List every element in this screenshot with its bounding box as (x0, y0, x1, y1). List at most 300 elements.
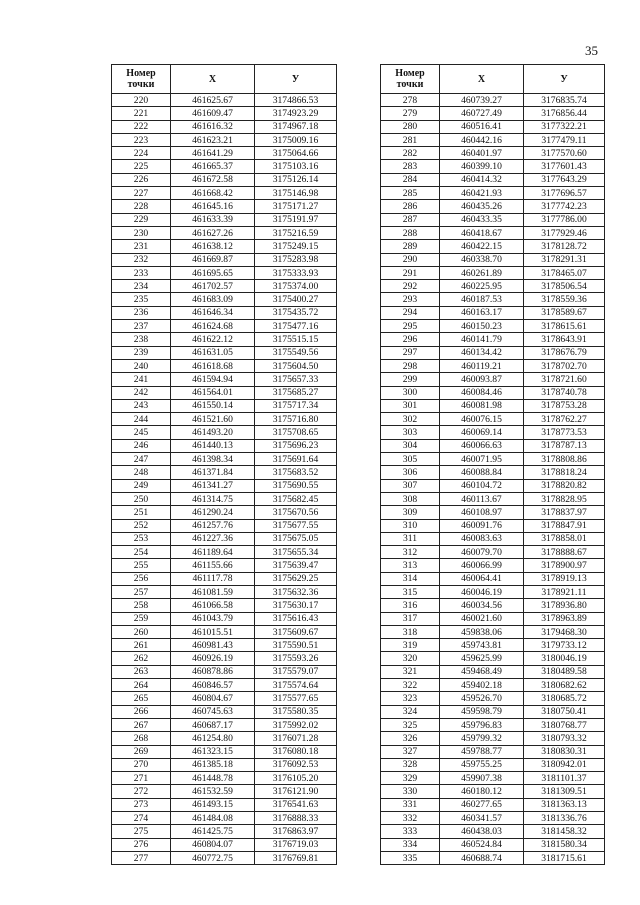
table-row (112, 625, 337, 638)
table-row (112, 293, 337, 306)
table-row (112, 612, 337, 625)
cell-x: 461484.08 (171, 812, 255, 825)
cell-point-number: 235 (112, 293, 171, 306)
cell-point-number: 315 (381, 585, 440, 598)
table-row (112, 359, 337, 372)
cell-y: 3176769.81 (255, 851, 337, 864)
cell-x: 460163.17 (440, 306, 524, 319)
cell-x: 460088.84 (440, 466, 524, 479)
cell-x: 461645.16 (171, 200, 255, 213)
cell-x: 459402.18 (440, 679, 524, 692)
cell-x: 461425.75 (171, 825, 255, 838)
table-row (112, 426, 337, 439)
cell-point-number: 256 (112, 572, 171, 585)
header-point-number: Номер точки (112, 65, 171, 94)
cell-point-number: 287 (381, 213, 440, 226)
header-x: X (171, 65, 255, 94)
cell-y: 3175216.59 (255, 226, 337, 239)
cell-point-number: 248 (112, 466, 171, 479)
cell-x: 460076.15 (440, 413, 524, 426)
cell-y: 3175191.97 (255, 213, 337, 226)
cell-y: 3175691.64 (255, 453, 337, 466)
cell-y: 3175549.56 (255, 346, 337, 359)
cell-y: 3175590.51 (255, 639, 337, 652)
table-row (381, 572, 605, 585)
cell-x: 461254.80 (171, 732, 255, 745)
cell-point-number: 271 (112, 772, 171, 785)
cell-x: 461398.34 (171, 453, 255, 466)
cell-y: 3175146.98 (255, 187, 337, 200)
cell-point-number: 335 (381, 851, 440, 864)
cell-x: 461683.09 (171, 293, 255, 306)
cell-point-number: 230 (112, 226, 171, 239)
cell-y: 3174967.18 (255, 120, 337, 133)
cell-x: 461665.37 (171, 160, 255, 173)
cell-y: 3178291.31 (524, 253, 605, 266)
table-row (381, 732, 605, 745)
cell-x: 461385.18 (171, 758, 255, 771)
table-row (381, 240, 605, 253)
table-row (381, 838, 605, 851)
cell-x: 461371.84 (171, 466, 255, 479)
cell-y: 3175374.00 (255, 280, 337, 293)
cell-x: 461641.29 (171, 147, 255, 160)
cell-point-number: 251 (112, 506, 171, 519)
cell-point-number: 257 (112, 585, 171, 598)
cell-y: 3175283.98 (255, 253, 337, 266)
cell-x: 460341.57 (440, 812, 524, 825)
cell-point-number: 254 (112, 546, 171, 559)
cell-x: 459468.49 (440, 665, 524, 678)
cell-x: 461672.58 (171, 173, 255, 186)
cell-x: 461550.14 (171, 399, 255, 412)
cell-point-number: 244 (112, 413, 171, 426)
cell-point-number: 270 (112, 758, 171, 771)
table-row (112, 825, 337, 838)
cell-y: 3175657.33 (255, 373, 337, 386)
table-row (112, 453, 337, 466)
cell-x: 461633.39 (171, 213, 255, 226)
cell-x: 460435.26 (440, 200, 524, 213)
cell-y: 3178828.95 (524, 492, 605, 505)
table-row (112, 692, 337, 705)
cell-point-number: 282 (381, 147, 440, 160)
cell-point-number: 277 (112, 851, 171, 864)
table-row (112, 226, 337, 239)
cell-y: 3175630.17 (255, 599, 337, 612)
cell-x: 460021.60 (440, 612, 524, 625)
cell-y: 3174866.53 (255, 94, 337, 107)
table-row (381, 333, 605, 346)
table-row (381, 120, 605, 133)
table-row (112, 479, 337, 492)
cell-point-number: 255 (112, 559, 171, 572)
cell-x: 460516.41 (440, 120, 524, 133)
cell-y: 3175103.16 (255, 160, 337, 173)
cell-x: 461341.27 (171, 479, 255, 492)
table-row (381, 492, 605, 505)
cell-x: 461081.59 (171, 585, 255, 598)
cell-point-number: 253 (112, 532, 171, 545)
cell-y: 3175171.27 (255, 200, 337, 213)
cell-x: 461521.60 (171, 413, 255, 426)
cell-point-number: 281 (381, 133, 440, 146)
cell-y: 3175333.93 (255, 266, 337, 279)
cell-y: 3176719.03 (255, 838, 337, 851)
cell-x: 460524.84 (440, 838, 524, 851)
table-row (381, 825, 605, 838)
table-row (381, 758, 605, 771)
cell-y: 3177570.60 (524, 147, 605, 160)
cell-x: 460421.93 (440, 187, 524, 200)
cell-y: 3175064.66 (255, 147, 337, 160)
cell-y: 3175515.15 (255, 333, 337, 346)
cell-point-number: 228 (112, 200, 171, 213)
cell-y: 3177643.29 (524, 173, 605, 186)
cell-x: 460739.27 (440, 94, 524, 107)
cell-point-number: 289 (381, 240, 440, 253)
cell-x: 461015.51 (171, 625, 255, 638)
cell-point-number: 239 (112, 346, 171, 359)
cell-point-number: 280 (381, 120, 440, 133)
cell-x: 460069.14 (440, 426, 524, 439)
table-row (381, 679, 605, 692)
cell-y: 3175696.23 (255, 439, 337, 452)
cell-y: 3175477.16 (255, 320, 337, 333)
cell-x: 460064.41 (440, 572, 524, 585)
cell-point-number: 223 (112, 133, 171, 146)
cell-point-number: 220 (112, 94, 171, 107)
cell-point-number: 284 (381, 173, 440, 186)
cell-point-number: 268 (112, 732, 171, 745)
cell-point-number: 240 (112, 359, 171, 372)
cell-point-number: 322 (381, 679, 440, 692)
cell-x: 460113.67 (440, 492, 524, 505)
cell-point-number: 229 (112, 213, 171, 226)
cell-x: 461625.67 (171, 94, 255, 107)
cell-y: 3178615.61 (524, 320, 605, 333)
cell-x: 461117.78 (171, 572, 255, 585)
cell-point-number: 314 (381, 572, 440, 585)
cell-x: 460066.63 (440, 439, 524, 452)
cell-point-number: 283 (381, 160, 440, 173)
cell-x: 460399.10 (440, 160, 524, 173)
cell-x: 460225.95 (440, 280, 524, 293)
cell-point-number: 221 (112, 107, 171, 120)
cell-point-number: 272 (112, 785, 171, 798)
cell-x: 461314.75 (171, 492, 255, 505)
table-row (381, 532, 605, 545)
cell-x: 460418.67 (440, 226, 524, 239)
cell-y: 3175580.35 (255, 705, 337, 718)
table-row (112, 413, 337, 426)
table-row (381, 359, 605, 372)
cell-point-number: 308 (381, 492, 440, 505)
cell-point-number: 332 (381, 812, 440, 825)
cell-x: 461668.42 (171, 187, 255, 200)
cell-point-number: 301 (381, 399, 440, 412)
cell-point-number: 288 (381, 226, 440, 239)
cell-point-number: 320 (381, 652, 440, 665)
cell-y: 3177601.43 (524, 160, 605, 173)
cell-point-number: 276 (112, 838, 171, 851)
table-row (381, 293, 605, 306)
cell-point-number: 310 (381, 519, 440, 532)
cell-y: 3181715.61 (524, 851, 605, 864)
cell-point-number: 278 (381, 94, 440, 107)
table-row (112, 333, 337, 346)
cell-y: 3175682.45 (255, 492, 337, 505)
cell-y: 3175609.67 (255, 625, 337, 638)
cell-point-number: 327 (381, 745, 440, 758)
table-row (381, 812, 605, 825)
table-row (381, 173, 605, 186)
cell-y: 3176080.18 (255, 745, 337, 758)
cell-y: 3180682.62 (524, 679, 605, 692)
cell-x: 460687.17 (171, 718, 255, 731)
table-row (381, 466, 605, 479)
table-row (112, 320, 337, 333)
cell-x: 460071.95 (440, 453, 524, 466)
table-row (381, 772, 605, 785)
cell-y: 3175685.27 (255, 386, 337, 399)
cell-x: 459796.83 (440, 718, 524, 731)
cell-point-number: 295 (381, 320, 440, 333)
cell-point-number: 323 (381, 692, 440, 705)
cell-y: 3177786.00 (524, 213, 605, 226)
header-x: X (440, 65, 524, 94)
cell-y: 3178787.13 (524, 439, 605, 452)
cell-y: 3178762.27 (524, 413, 605, 426)
table-row (381, 213, 605, 226)
cell-x: 460119.21 (440, 359, 524, 372)
table-row (112, 439, 337, 452)
cell-y: 3175683.52 (255, 466, 337, 479)
cell-point-number: 238 (112, 333, 171, 346)
table-row (381, 785, 605, 798)
cell-point-number: 247 (112, 453, 171, 466)
cell-point-number: 293 (381, 293, 440, 306)
cell-point-number: 265 (112, 692, 171, 705)
table-row (381, 705, 605, 718)
cell-y: 3178820.82 (524, 479, 605, 492)
cell-point-number: 299 (381, 373, 440, 386)
cell-y: 3179733.12 (524, 639, 605, 652)
cell-x: 460804.07 (171, 838, 255, 851)
cell-point-number: 285 (381, 187, 440, 200)
cell-y: 3178721.60 (524, 373, 605, 386)
cell-x: 460261.89 (440, 266, 524, 279)
table-row (381, 612, 605, 625)
cell-y: 3178506.54 (524, 280, 605, 293)
table-row (381, 133, 605, 146)
cell-x: 460846.57 (171, 679, 255, 692)
cell-y: 3181580.34 (524, 838, 605, 851)
cell-point-number: 318 (381, 625, 440, 638)
cell-x: 460084.46 (440, 386, 524, 399)
cell-x: 460091.76 (440, 519, 524, 532)
cell-y: 3178676.79 (524, 346, 605, 359)
cell-y: 3175009.16 (255, 133, 337, 146)
table-row (112, 772, 337, 785)
cell-point-number: 231 (112, 240, 171, 253)
cell-y: 3178847.91 (524, 519, 605, 532)
cell-y: 3176856.44 (524, 107, 605, 120)
table-row (112, 585, 337, 598)
header-y: У (255, 65, 337, 94)
cell-point-number: 329 (381, 772, 440, 785)
cell-x: 459625.99 (440, 652, 524, 665)
table-row (112, 639, 337, 652)
cell-y: 3177696.57 (524, 187, 605, 200)
table-row (381, 426, 605, 439)
cell-x: 460150.23 (440, 320, 524, 333)
cell-y: 3176888.33 (255, 812, 337, 825)
cell-point-number: 306 (381, 466, 440, 479)
cell-y: 3176071.28 (255, 732, 337, 745)
cell-x: 460066.99 (440, 559, 524, 572)
cell-x: 460141.79 (440, 333, 524, 346)
table-row (381, 599, 605, 612)
table-row (112, 373, 337, 386)
cell-x: 459743.81 (440, 639, 524, 652)
cell-y: 3175629.25 (255, 572, 337, 585)
cell-y: 3179468.30 (524, 625, 605, 638)
cell-x: 459838.06 (440, 625, 524, 638)
cell-x: 461646.34 (171, 306, 255, 319)
cell-x: 461532.59 (171, 785, 255, 798)
table-row (112, 120, 337, 133)
cell-x: 460277.65 (440, 798, 524, 811)
cell-y: 3181309.51 (524, 785, 605, 798)
table-row (112, 346, 337, 359)
cell-y: 3178589.67 (524, 306, 605, 319)
table-row (381, 625, 605, 638)
cell-x: 460104.72 (440, 479, 524, 492)
cell-x: 460414.32 (440, 173, 524, 186)
table-row (381, 559, 605, 572)
table-row (112, 94, 337, 107)
cell-x: 460878.86 (171, 665, 255, 678)
cell-x: 460083.63 (440, 532, 524, 545)
table-row (112, 572, 337, 585)
cell-x: 460727.49 (440, 107, 524, 120)
header-y: У (524, 65, 605, 94)
cell-point-number: 307 (381, 479, 440, 492)
cell-x: 459598.79 (440, 705, 524, 718)
cell-y: 3180685.72 (524, 692, 605, 705)
table-row (112, 133, 337, 146)
cell-y: 3180046.19 (524, 652, 605, 665)
page-number: 35 (585, 43, 598, 58)
cell-x: 459526.70 (440, 692, 524, 705)
cell-y: 3175126.14 (255, 173, 337, 186)
table-header-row (112, 65, 337, 94)
table-row (381, 453, 605, 466)
cell-point-number: 325 (381, 718, 440, 731)
table-row (112, 200, 337, 213)
cell-point-number: 260 (112, 625, 171, 638)
table-row (381, 147, 605, 160)
table-row (381, 399, 605, 412)
table-row (381, 226, 605, 239)
cell-point-number: 297 (381, 346, 440, 359)
cell-y: 3178128.72 (524, 240, 605, 253)
cell-point-number: 333 (381, 825, 440, 838)
table-row (112, 399, 337, 412)
cell-y: 3175593.26 (255, 652, 337, 665)
table-row (381, 439, 605, 452)
table-row (112, 519, 337, 532)
cell-point-number: 246 (112, 439, 171, 452)
cell-point-number: 274 (112, 812, 171, 825)
cell-x: 461043.79 (171, 612, 255, 625)
cell-x: 461623.21 (171, 133, 255, 146)
cell-y: 3181458.32 (524, 825, 605, 838)
cell-x: 461155.66 (171, 559, 255, 572)
cell-y: 3181363.13 (524, 798, 605, 811)
cell-x: 460926.19 (171, 652, 255, 665)
table-row (112, 240, 337, 253)
coordinates-table-left (111, 64, 337, 865)
cell-x: 461638.12 (171, 240, 255, 253)
cell-x: 460422.15 (440, 240, 524, 253)
table-row (112, 599, 337, 612)
cell-x: 461594.94 (171, 373, 255, 386)
cell-x: 460433.35 (440, 213, 524, 226)
table-row (112, 798, 337, 811)
table-row (112, 160, 337, 173)
cell-x: 460438.03 (440, 825, 524, 838)
cell-point-number: 250 (112, 492, 171, 505)
cell-y: 3176121.90 (255, 785, 337, 798)
cell-point-number: 328 (381, 758, 440, 771)
table-row (381, 519, 605, 532)
table-row (112, 306, 337, 319)
cell-x: 461564.01 (171, 386, 255, 399)
cell-point-number: 296 (381, 333, 440, 346)
table-row (381, 94, 605, 107)
cell-point-number: 302 (381, 413, 440, 426)
cell-point-number: 242 (112, 386, 171, 399)
table-row (381, 187, 605, 200)
cell-y: 3178921.11 (524, 585, 605, 598)
cell-x: 460401.97 (440, 147, 524, 160)
cell-y: 3175632.36 (255, 585, 337, 598)
cell-y: 3178465.07 (524, 266, 605, 279)
cell-point-number: 313 (381, 559, 440, 572)
cell-point-number: 227 (112, 187, 171, 200)
cell-x: 460338.70 (440, 253, 524, 266)
cell-x: 460180.12 (440, 785, 524, 798)
cell-x: 460804.67 (171, 692, 255, 705)
cell-y: 3175675.05 (255, 532, 337, 545)
cell-x: 461624.68 (171, 320, 255, 333)
cell-x: 461627.26 (171, 226, 255, 239)
cell-x: 459788.77 (440, 745, 524, 758)
table-row (112, 652, 337, 665)
table-row (112, 492, 337, 505)
cell-point-number: 273 (112, 798, 171, 811)
cell-point-number: 269 (112, 745, 171, 758)
table-row (381, 585, 605, 598)
table-row (112, 187, 337, 200)
cell-point-number: 252 (112, 519, 171, 532)
cell-y: 3175574.64 (255, 679, 337, 692)
cell-y: 3177322.21 (524, 120, 605, 133)
cell-x: 461695.65 (171, 266, 255, 279)
cell-x: 459799.32 (440, 732, 524, 745)
